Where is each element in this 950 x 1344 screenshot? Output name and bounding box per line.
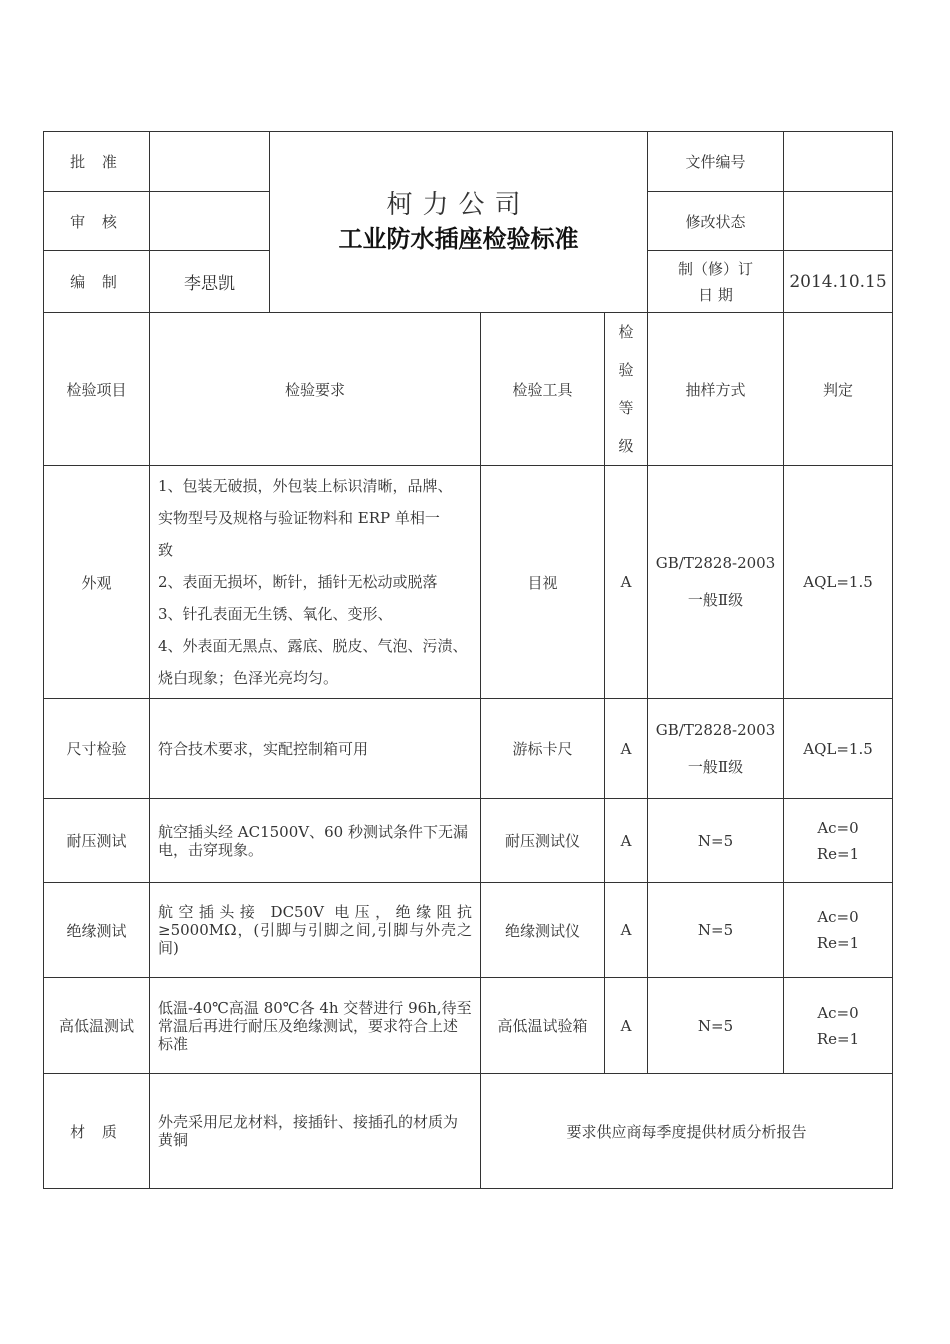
accept-count: Ac=0 [817, 1003, 859, 1022]
approve-value [150, 132, 270, 192]
inspection-standard-table [43, 131, 893, 1189]
accept-count: Ac=0 [817, 818, 859, 837]
row-level: A [605, 466, 648, 699]
sampling-standard: GB/T2828-2003 [655, 554, 776, 572]
col-header-judgment: 判定 [784, 313, 893, 466]
compile-label: 编 制 [44, 251, 150, 313]
row-item: 高低温测试 [44, 978, 150, 1074]
table-row [44, 1074, 893, 1189]
level-char: 等 [618, 399, 634, 417]
req-line: 致 [158, 541, 174, 559]
col-header-requirement: 检验要求 [150, 313, 481, 466]
doc-no-value [784, 132, 893, 192]
table-row [44, 699, 893, 799]
date-value: 2014.10.15 [784, 251, 893, 313]
row-sampling: N=5 [648, 883, 784, 978]
row-item: 绝缘测试 [44, 883, 150, 978]
table-row [44, 466, 893, 699]
review-value [150, 192, 270, 251]
row-requirement [150, 466, 481, 699]
document-title-block [270, 132, 648, 313]
row-tool: 耐压测试仪 [481, 799, 605, 883]
table-row [44, 883, 893, 978]
req-line: 2、表面无损坏，断针，插针无松动或脱落 [158, 573, 438, 591]
accept-count: Ac=0 [817, 908, 859, 926]
date-label [648, 251, 784, 313]
row-sampling: N=5 [648, 799, 784, 883]
revision-label: 修改状态 [648, 192, 784, 251]
reject-count: Re=1 [816, 1029, 860, 1048]
date-label-line2: 日 期 [698, 285, 733, 304]
row-item: 尺寸检验 [44, 699, 150, 799]
reject-count: Re=1 [816, 844, 860, 863]
doc-no-label: 文件编号 [648, 132, 784, 192]
req-line: 实物型号及规格与验证物料和 ERP 单相一 [158, 509, 440, 527]
req-line: 4、外表面无黑点、露底、脱皮、气泡、污渍、 [158, 637, 468, 655]
row-requirement: 航空插头接 DC50V 电压，绝缘阻抗≥5000MΩ，(引脚与引脚之间,引脚与外壳之间) [150, 883, 481, 978]
req-line: 烧白现象；色泽光亮均匀。 [158, 669, 339, 687]
table-row [44, 978, 893, 1074]
row-tool: 绝缘测试仪 [481, 883, 605, 978]
row-judgment [784, 883, 893, 978]
review-label: 审 核 [44, 192, 150, 251]
row-tool: 高低温试验箱 [481, 978, 605, 1074]
row-item: 材 质 [44, 1074, 150, 1189]
req-line: 1、包装无破损，外包装上标识清晰，品牌、 [158, 477, 453, 495]
row-level: A [605, 799, 648, 883]
row-judgment: AQL=1.5 [784, 466, 893, 699]
row-requirement: 低温-40℃高温 80℃各 4h 交替进行 96h,待至常温后再进行耐压及绝缘测试，要求符合上述标准 [150, 978, 481, 1074]
row-sampling [648, 699, 784, 799]
row-level: A [605, 699, 648, 799]
company-name: 柯力公司 [386, 190, 531, 220]
row-material-note: 要求供应商每季度提供材质分析报告 [481, 1074, 893, 1189]
row-judgment: AQL=1.5 [784, 699, 893, 799]
revision-value [784, 192, 893, 251]
compile-value: 李思凯 [150, 251, 270, 313]
row-requirement: 外壳采用尼龙材料，接插针、接插孔的材质为黄铜 [150, 1074, 481, 1189]
reject-count: Re=1 [816, 934, 860, 952]
row-sampling [648, 466, 784, 699]
row-item: 外观 [44, 466, 150, 699]
row-requirement: 航空插头经 AC1500V、60 秒测试条件下无漏电，击穿现象。 [150, 799, 481, 883]
row-level: A [605, 883, 648, 978]
row-tool: 游标卡尺 [481, 699, 605, 799]
col-header-level [605, 313, 648, 466]
sampling-level: 一般Ⅱ级 [687, 757, 744, 776]
row-tool: 目视 [481, 466, 605, 699]
level-char: 检 [618, 323, 634, 341]
row-level: A [605, 978, 648, 1074]
date-label-line1: 制（修）订 [678, 259, 754, 278]
sampling-standard: GB/T2828-2003 [655, 720, 776, 739]
sampling-level: 一般Ⅱ级 [687, 591, 744, 609]
page-title: 工业防水插座检验标准 [338, 225, 579, 253]
approve-label: 批 准 [44, 132, 150, 192]
table-row [44, 799, 893, 883]
row-requirement: 符合技术要求，实配控制箱可用 [150, 699, 481, 799]
level-char: 级 [618, 437, 634, 455]
row-judgment [784, 799, 893, 883]
row-sampling: N=5 [648, 978, 784, 1074]
col-header-item: 检验项目 [44, 313, 150, 466]
col-header-sampling: 抽样方式 [648, 313, 784, 466]
level-char: 验 [618, 361, 634, 379]
row-item: 耐压测试 [44, 799, 150, 883]
row-judgment [784, 978, 893, 1074]
req-line: 3、针孔表面无生锈、氧化、变形、 [158, 605, 393, 623]
col-header-tool: 检验工具 [481, 313, 605, 466]
